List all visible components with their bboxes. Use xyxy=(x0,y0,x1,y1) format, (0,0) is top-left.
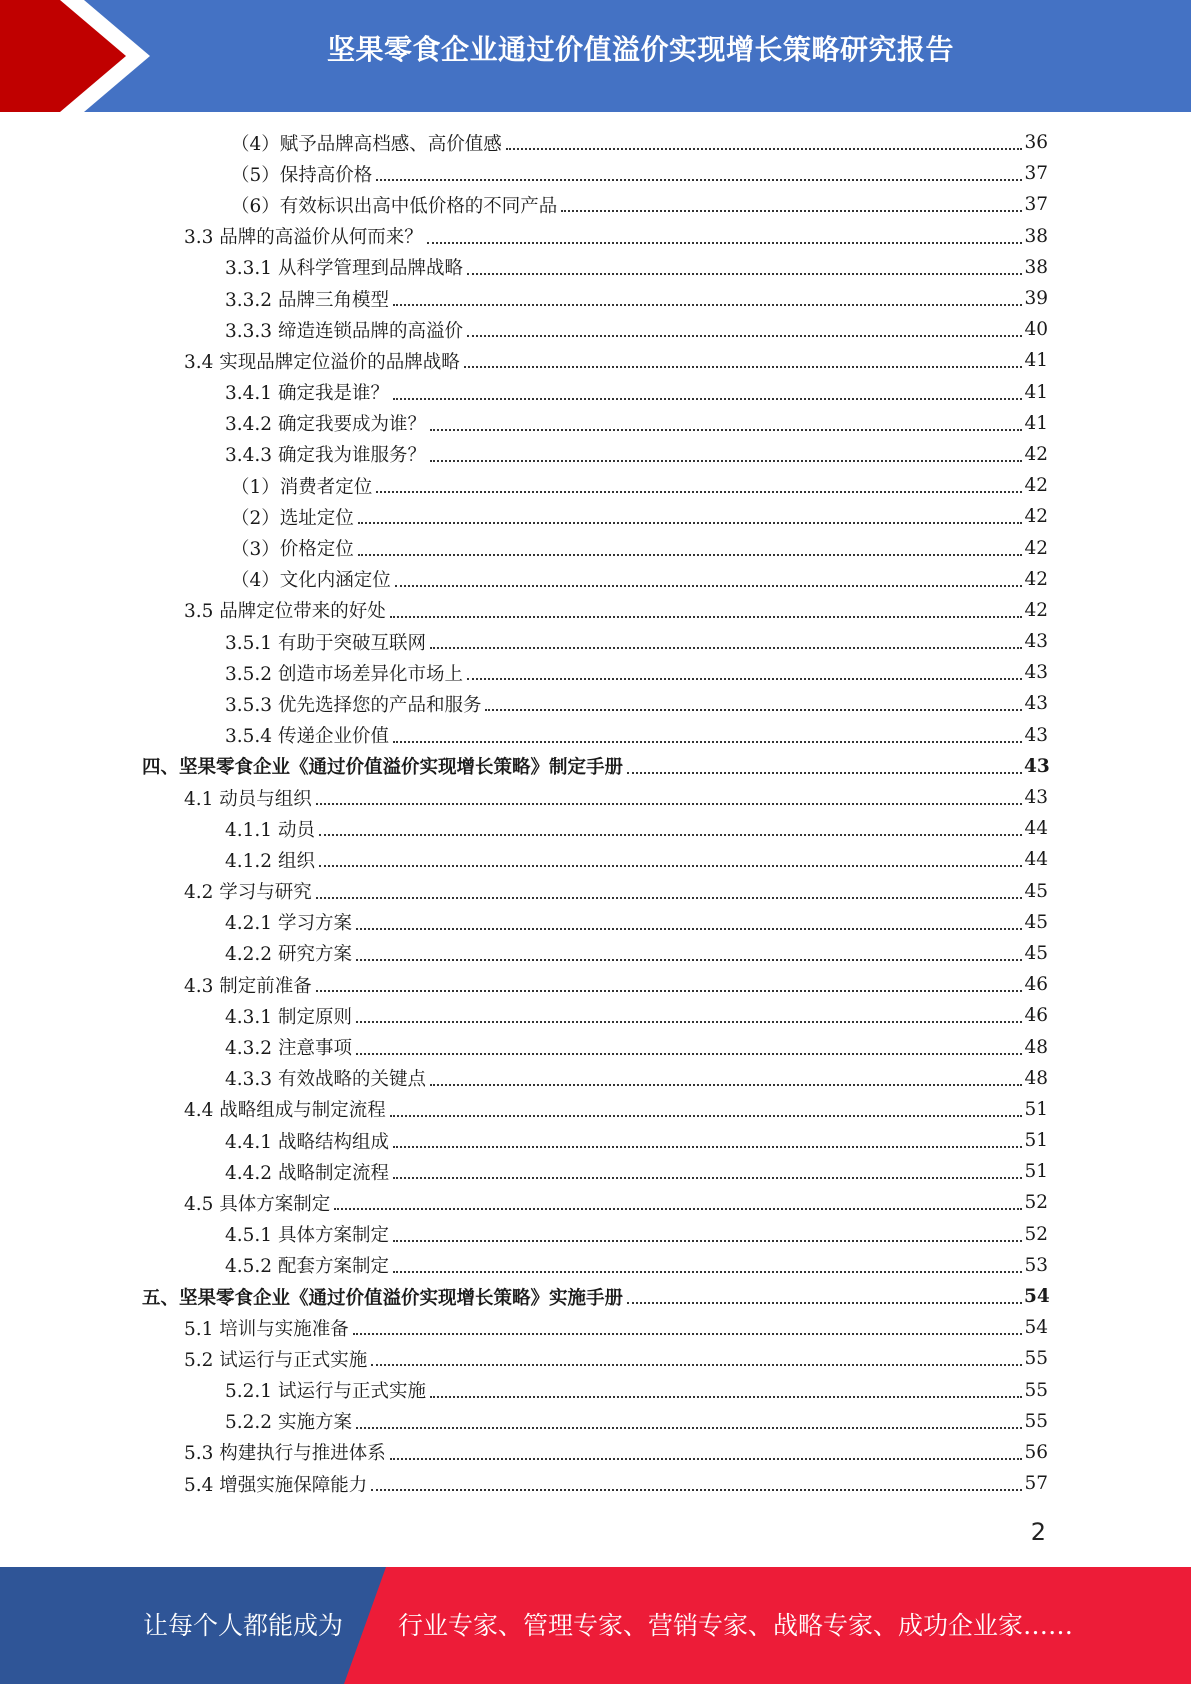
toc-dot-leader xyxy=(467,677,1022,680)
toc-entry-page: 36 xyxy=(1024,132,1048,154)
toc-entry[interactable] xyxy=(0,283,1191,314)
toc-dot-leader xyxy=(467,334,1022,337)
toc-entry-title: 5.2 试运行与正式实施 xyxy=(184,1349,368,1371)
toc-entry-page: 52 xyxy=(1024,1223,1048,1245)
toc-entry-page: 37 xyxy=(1024,194,1048,216)
toc-entry[interactable] xyxy=(0,189,1191,220)
toc-dot-leader xyxy=(430,646,1022,649)
toc-entry-title: 3.5.3 优先选择您的产品和服务 xyxy=(225,694,482,716)
toc-entry-page: 43 xyxy=(1024,631,1048,653)
toc-entry-page: 38 xyxy=(1024,256,1048,278)
toc-dot-leader xyxy=(395,584,1022,587)
toc-entry-page: 43 xyxy=(1024,787,1048,809)
toc-entry-title: 3.5 品牌定位带来的好处 xyxy=(184,601,386,623)
toc-entry-page: 52 xyxy=(1024,1192,1048,1214)
document-title: 坚果零食企业通过价值溢价实现增长策略研究报告 xyxy=(326,33,954,66)
toc-entry-page: 56 xyxy=(1024,1441,1048,1463)
toc-entry-title: 4.4 战略组成与制定流程 xyxy=(184,1100,386,1122)
toc-entry[interactable] xyxy=(0,1468,1191,1499)
toc-entry[interactable] xyxy=(0,1343,1191,1374)
toc-entry[interactable] xyxy=(0,626,1191,657)
toc-entry-page: 48 xyxy=(1024,1036,1048,1058)
toc-entry[interactable] xyxy=(0,751,1191,782)
toc-entry-page: 37 xyxy=(1024,163,1048,185)
toc-entry-title: 4.5.2 配套方案制定 xyxy=(225,1256,389,1278)
toc-entry-page: 55 xyxy=(1024,1410,1048,1432)
toc-entry-title: 3.4.1 确定我是谁？ xyxy=(225,383,389,405)
toc-entry-page: 42 xyxy=(1024,506,1048,528)
toc-entry-title: 四、坚果零食企业《通过价值溢价实现增长策略》制定手册 xyxy=(142,757,624,779)
toc-entry-page: 51 xyxy=(1024,1130,1048,1152)
toc-entry[interactable] xyxy=(0,439,1191,470)
footer-slogan-right: 行业专家、管理专家、营销专家、战略专家、成功企业家…… xyxy=(398,1611,1074,1640)
page-number: 2 xyxy=(1030,1518,1046,1546)
toc-entry-page: 42 xyxy=(1024,537,1048,559)
toc-entry-title: （6）有效标识出高中低价格的不同产品 xyxy=(231,195,558,217)
toc-entry[interactable] xyxy=(0,876,1191,907)
toc-entry[interactable] xyxy=(0,158,1191,189)
toc-entry-title: 3.3 品牌的高溢价从何而来？ xyxy=(184,227,423,249)
toc-dot-leader xyxy=(316,802,1022,805)
toc-entry[interactable] xyxy=(0,688,1191,719)
toc-entry-title: 3.5.1 有助于突破互联网 xyxy=(225,632,426,654)
toc-dot-leader xyxy=(427,241,1022,244)
toc-entry-page: 57 xyxy=(1024,1473,1048,1495)
toc-entry-page: 54 xyxy=(1024,1317,1048,1339)
toc-entry[interactable] xyxy=(0,1187,1191,1218)
toc-entry-page: 39 xyxy=(1024,288,1048,310)
toc-dot-leader xyxy=(356,1426,1022,1429)
toc-dot-leader xyxy=(393,397,1022,400)
toc-entry[interactable] xyxy=(0,1437,1191,1468)
toc-entry-title: （1）消费者定位 xyxy=(231,476,373,498)
toc-entry[interactable] xyxy=(0,1156,1191,1187)
toc-entry-page: 42 xyxy=(1024,443,1048,465)
toc-entry[interactable] xyxy=(0,564,1191,595)
toc-entry-title: 3.3.1 从科学管理到品牌战略 xyxy=(225,258,463,280)
toc-dot-leader xyxy=(467,272,1022,275)
toc-entry-title: 3.4.2 确定我要成为谁？ xyxy=(225,414,426,436)
toc-entry-page: 55 xyxy=(1024,1379,1048,1401)
toc-entry[interactable] xyxy=(0,907,1191,938)
toc-entry-page: 42 xyxy=(1024,599,1048,621)
table-of-contents xyxy=(0,127,1191,1499)
toc-entry-page: 55 xyxy=(1024,1348,1048,1370)
toc-entry-page: 46 xyxy=(1024,974,1048,996)
toc-dot-leader xyxy=(393,1270,1022,1273)
toc-entry-page: 43 xyxy=(1024,662,1048,684)
toc-dot-leader xyxy=(390,1457,1022,1460)
toc-dot-leader xyxy=(393,1145,1022,1148)
toc-entry-title: 4.1.2 组织 xyxy=(225,850,315,872)
toc-dot-leader xyxy=(353,1332,1022,1335)
toc-dot-leader xyxy=(334,1207,1022,1210)
page-header xyxy=(0,0,1191,112)
toc-dot-leader xyxy=(358,553,1022,556)
toc-entry-page: 51 xyxy=(1024,1161,1048,1183)
toc-entry-page: 44 xyxy=(1024,818,1048,840)
toc-entry-title: 3.5.4 传递企业价值 xyxy=(225,726,389,748)
toc-entry-title: 3.3.2 品牌三角模型 xyxy=(225,289,389,311)
toc-dot-leader xyxy=(371,1363,1022,1366)
toc-dot-leader xyxy=(430,428,1022,431)
toc-dot-leader xyxy=(393,1239,1022,1242)
toc-entry-page: 42 xyxy=(1024,475,1048,497)
toc-dot-leader xyxy=(319,833,1022,836)
toc-entry-page: 40 xyxy=(1024,319,1048,341)
toc-entry[interactable] xyxy=(0,127,1191,158)
toc-dot-leader xyxy=(376,178,1022,181)
toc-entry-title: 4.3.2 注意事项 xyxy=(225,1038,352,1060)
toc-entry-title: 5.3 构建执行与推进体系 xyxy=(184,1443,386,1465)
toc-entry-page: 44 xyxy=(1024,849,1048,871)
toc-entry[interactable] xyxy=(0,221,1191,252)
toc-dot-leader xyxy=(390,615,1022,618)
toc-entry[interactable] xyxy=(0,1375,1191,1406)
toc-entry-title: （4）文化内涵定位 xyxy=(231,570,391,592)
toc-entry-title: 3.5.2 创造市场差异化市场上 xyxy=(225,663,463,685)
toc-entry[interactable] xyxy=(0,1219,1191,1250)
toc-entry-page: 41 xyxy=(1024,412,1048,434)
toc-entry-title: 4.4.2 战略制定流程 xyxy=(225,1162,389,1184)
toc-entry[interactable] xyxy=(0,1312,1191,1343)
toc-entry-title: 五、坚果零食企业《通过价值溢价实现增长策略》实施手册 xyxy=(142,1287,624,1309)
toc-entry-title: 5.2.2 实施方案 xyxy=(225,1412,352,1434)
toc-entry[interactable] xyxy=(0,1125,1191,1156)
toc-entry[interactable] xyxy=(0,1000,1191,1031)
toc-entry-title: （5）保持高价格 xyxy=(231,164,373,186)
toc-dot-leader xyxy=(316,896,1022,899)
toc-dot-leader xyxy=(561,209,1022,212)
toc-entry-page: 48 xyxy=(1024,1067,1048,1089)
toc-dot-leader xyxy=(393,303,1022,306)
toc-entry-title: （4）赋予品牌高档感、高价值感 xyxy=(231,133,502,155)
toc-entry[interactable] xyxy=(0,377,1191,408)
toc-entry-page: 41 xyxy=(1024,350,1048,372)
toc-entry[interactable] xyxy=(0,1063,1191,1094)
toc-entry-page: 53 xyxy=(1024,1254,1048,1276)
toc-dot-leader xyxy=(393,740,1022,743)
toc-dot-leader xyxy=(506,147,1022,150)
toc-entry[interactable] xyxy=(0,408,1191,439)
toc-entry[interactable] xyxy=(0,532,1191,563)
toc-entry-page: 42 xyxy=(1024,568,1048,590)
toc-dot-leader xyxy=(356,1052,1022,1055)
toc-dot-leader xyxy=(316,989,1022,992)
toc-entry-page: 38 xyxy=(1024,225,1048,247)
toc-entry-page: 43 xyxy=(1024,693,1048,715)
toc-entry-title: 4.5 具体方案制定 xyxy=(184,1193,331,1215)
toc-dot-leader xyxy=(627,771,1022,774)
toc-entry-title: 4.4.1 战略结构组成 xyxy=(225,1131,389,1153)
toc-entry-title: 4.1 动员与组织 xyxy=(184,788,312,810)
toc-entry[interactable] xyxy=(0,938,1191,969)
toc-entry[interactable] xyxy=(0,1406,1191,1437)
toc-entry-title: 4.5.1 具体方案制定 xyxy=(225,1225,389,1247)
toc-dot-leader xyxy=(356,1020,1022,1023)
toc-entry-title: 4.2.2 研究方案 xyxy=(225,944,352,966)
toc-entry-page: 54 xyxy=(1024,1286,1050,1308)
toc-entry[interactable] xyxy=(0,1031,1191,1062)
toc-entry-title: （3）价格定位 xyxy=(231,539,354,561)
toc-entry-title: 4.1.1 动员 xyxy=(225,819,315,841)
toc-entry-title: 4.3.1 制定原则 xyxy=(225,1006,352,1028)
toc-entry[interactable] xyxy=(0,314,1191,345)
toc-entry-page: 45 xyxy=(1024,911,1048,933)
toc-entry[interactable] xyxy=(0,595,1191,626)
toc-entry-title: 4.3 制定前准备 xyxy=(184,975,312,997)
toc-entry[interactable] xyxy=(0,1094,1191,1125)
toc-entry-page: 46 xyxy=(1024,1005,1048,1027)
toc-dot-leader xyxy=(356,927,1022,930)
toc-entry-title: 3.4 实现品牌定位溢价的品牌战略 xyxy=(184,351,460,373)
toc-entry-title: 5.4 增强实施保障能力 xyxy=(184,1474,368,1496)
toc-dot-leader xyxy=(430,1083,1022,1086)
toc-entry-page: 45 xyxy=(1024,880,1048,902)
toc-dot-leader xyxy=(485,708,1022,711)
toc-dot-leader xyxy=(430,1395,1022,1398)
toc-entry-page: 41 xyxy=(1024,381,1048,403)
toc-dot-leader xyxy=(390,1114,1022,1117)
toc-entry[interactable] xyxy=(0,1250,1191,1281)
toc-entry[interactable] xyxy=(0,501,1191,532)
toc-entry-page: 51 xyxy=(1024,1098,1048,1120)
toc-dot-leader xyxy=(356,958,1022,961)
page-footer xyxy=(0,1567,1191,1684)
toc-entry-title: 5.2.1 试运行与正式实施 xyxy=(225,1381,426,1403)
toc-entry[interactable] xyxy=(0,813,1191,844)
toc-entry[interactable] xyxy=(0,470,1191,501)
toc-entry-title: 5.1 培训与实施准备 xyxy=(184,1318,349,1340)
toc-entry[interactable] xyxy=(0,720,1191,751)
toc-dot-leader xyxy=(376,490,1022,493)
toc-entry-title: 3.3.3 缔造连锁品牌的高溢价 xyxy=(225,320,463,342)
toc-entry[interactable] xyxy=(0,1281,1191,1312)
toc-dot-leader xyxy=(464,365,1022,368)
toc-entry-title: 4.3.3 有效战略的关键点 xyxy=(225,1069,426,1091)
toc-entry[interactable] xyxy=(0,844,1191,875)
toc-entry[interactable] xyxy=(0,657,1191,688)
footer-slogan-left: 让每个人都能成为 xyxy=(143,1611,344,1640)
toc-dot-leader xyxy=(627,1301,1022,1304)
toc-entry-page: 43 xyxy=(1024,755,1050,777)
toc-entry-title: 3.4.3 确定我为谁服务？ xyxy=(225,445,426,467)
toc-entry-title: （2）选址定位 xyxy=(231,507,354,529)
toc-entry-page: 43 xyxy=(1024,724,1048,746)
toc-entry-title: 4.2 学习与研究 xyxy=(184,882,312,904)
toc-dot-leader xyxy=(358,521,1022,524)
toc-entry-page: 45 xyxy=(1024,942,1048,964)
toc-entry[interactable] xyxy=(0,969,1191,1000)
toc-dot-leader xyxy=(430,459,1022,462)
toc-dot-leader xyxy=(393,1176,1022,1179)
toc-entry[interactable] xyxy=(0,782,1191,813)
toc-dot-leader xyxy=(371,1488,1022,1491)
toc-entry[interactable] xyxy=(0,345,1191,376)
toc-dot-leader xyxy=(319,864,1022,867)
toc-entry[interactable] xyxy=(0,252,1191,283)
toc-entry-title: 4.2.1 学习方案 xyxy=(225,913,352,935)
